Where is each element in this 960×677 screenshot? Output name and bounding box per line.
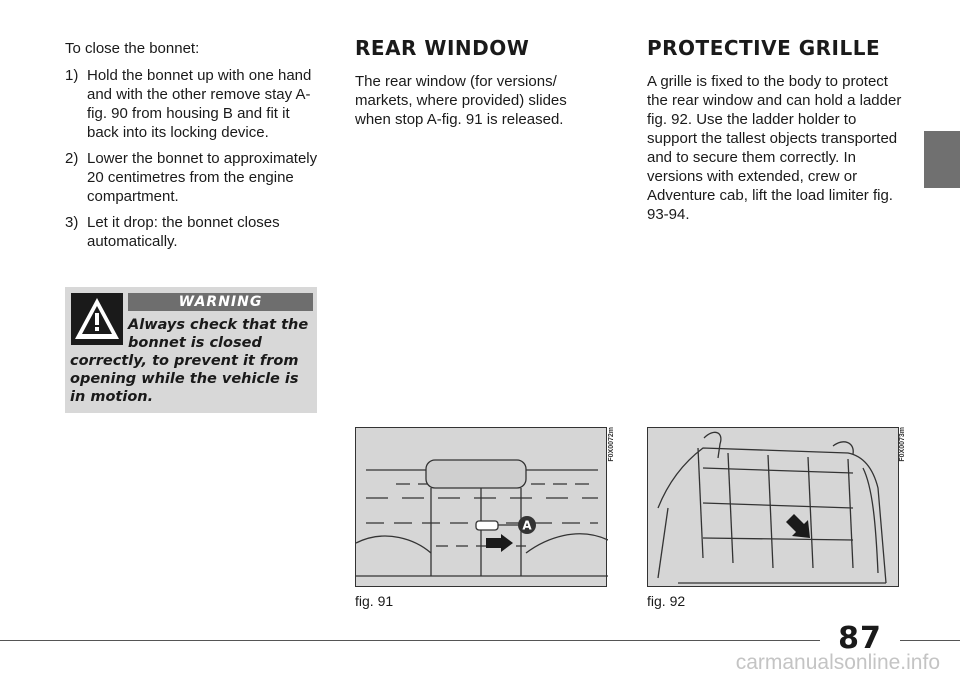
footer-rule (900, 640, 960, 641)
step-text: Lower the bonnet to approximately 20 centimetres from the engine compartment. (87, 150, 318, 205)
step-item (65, 213, 320, 251)
left-column (65, 39, 320, 258)
figure-code: F0X0073m (899, 427, 906, 462)
step-text: Let it drop: the bonnet closes automatically. (87, 214, 280, 250)
step-number: 2) (65, 150, 79, 167)
figure-caption: fig. 91 (355, 593, 394, 609)
section-heading-protective-grille: PROTECTIVE GRILLE (647, 36, 881, 60)
watermark: carmanualsonline.info (735, 651, 940, 674)
footer-rule (0, 640, 820, 641)
protective-grille-body: A grille is fixed to the body to protect the rear window and can hold a ladder fig. 92. Use the ladder holder to support the tallest objects transported and to secure them correctly. In versions with extended, crew or Adventure cab, lift the load limiter fig. 93-94. (647, 73, 902, 223)
warning-text (70, 316, 312, 406)
page-number: 87 (838, 621, 882, 656)
warning-box (65, 287, 317, 413)
arrow-icon (786, 514, 810, 538)
rear-window-body: The rear window (for versions/ markets, where provided) slides when stop A-fig. 91 is released. (355, 73, 567, 128)
arrow-icon (486, 534, 513, 552)
step-text: Hold the bonnet up with one hand and with the other remove stay A-fig. 90 from housing B and fit it back into its locking device. (87, 67, 312, 141)
step-item (65, 66, 320, 142)
step-number: 3) (65, 214, 79, 231)
warning-text-rest: correctly, to prevent it from opening while the vehicle is in motion. (70, 353, 299, 405)
figure-92-illustration (647, 427, 899, 587)
section-heading-rear-window: REAR WINDOW (355, 36, 530, 60)
step-item (65, 149, 320, 206)
section-tab (924, 131, 960, 188)
figure-caption: fig. 92 (647, 593, 686, 609)
intro-text: To close the bonnet: (65, 40, 200, 57)
figure-91-illustration (355, 427, 607, 587)
figure-code: F0X0072m (608, 427, 615, 462)
right-column (647, 36, 902, 224)
middle-column (355, 36, 595, 129)
warning-text-line: Always check that the (128, 317, 309, 333)
warning-text-line: bonnet is closed (128, 335, 262, 351)
warning-label: WARNING (128, 293, 313, 311)
figure-callout: A (522, 518, 532, 533)
step-number: 1) (65, 67, 79, 84)
